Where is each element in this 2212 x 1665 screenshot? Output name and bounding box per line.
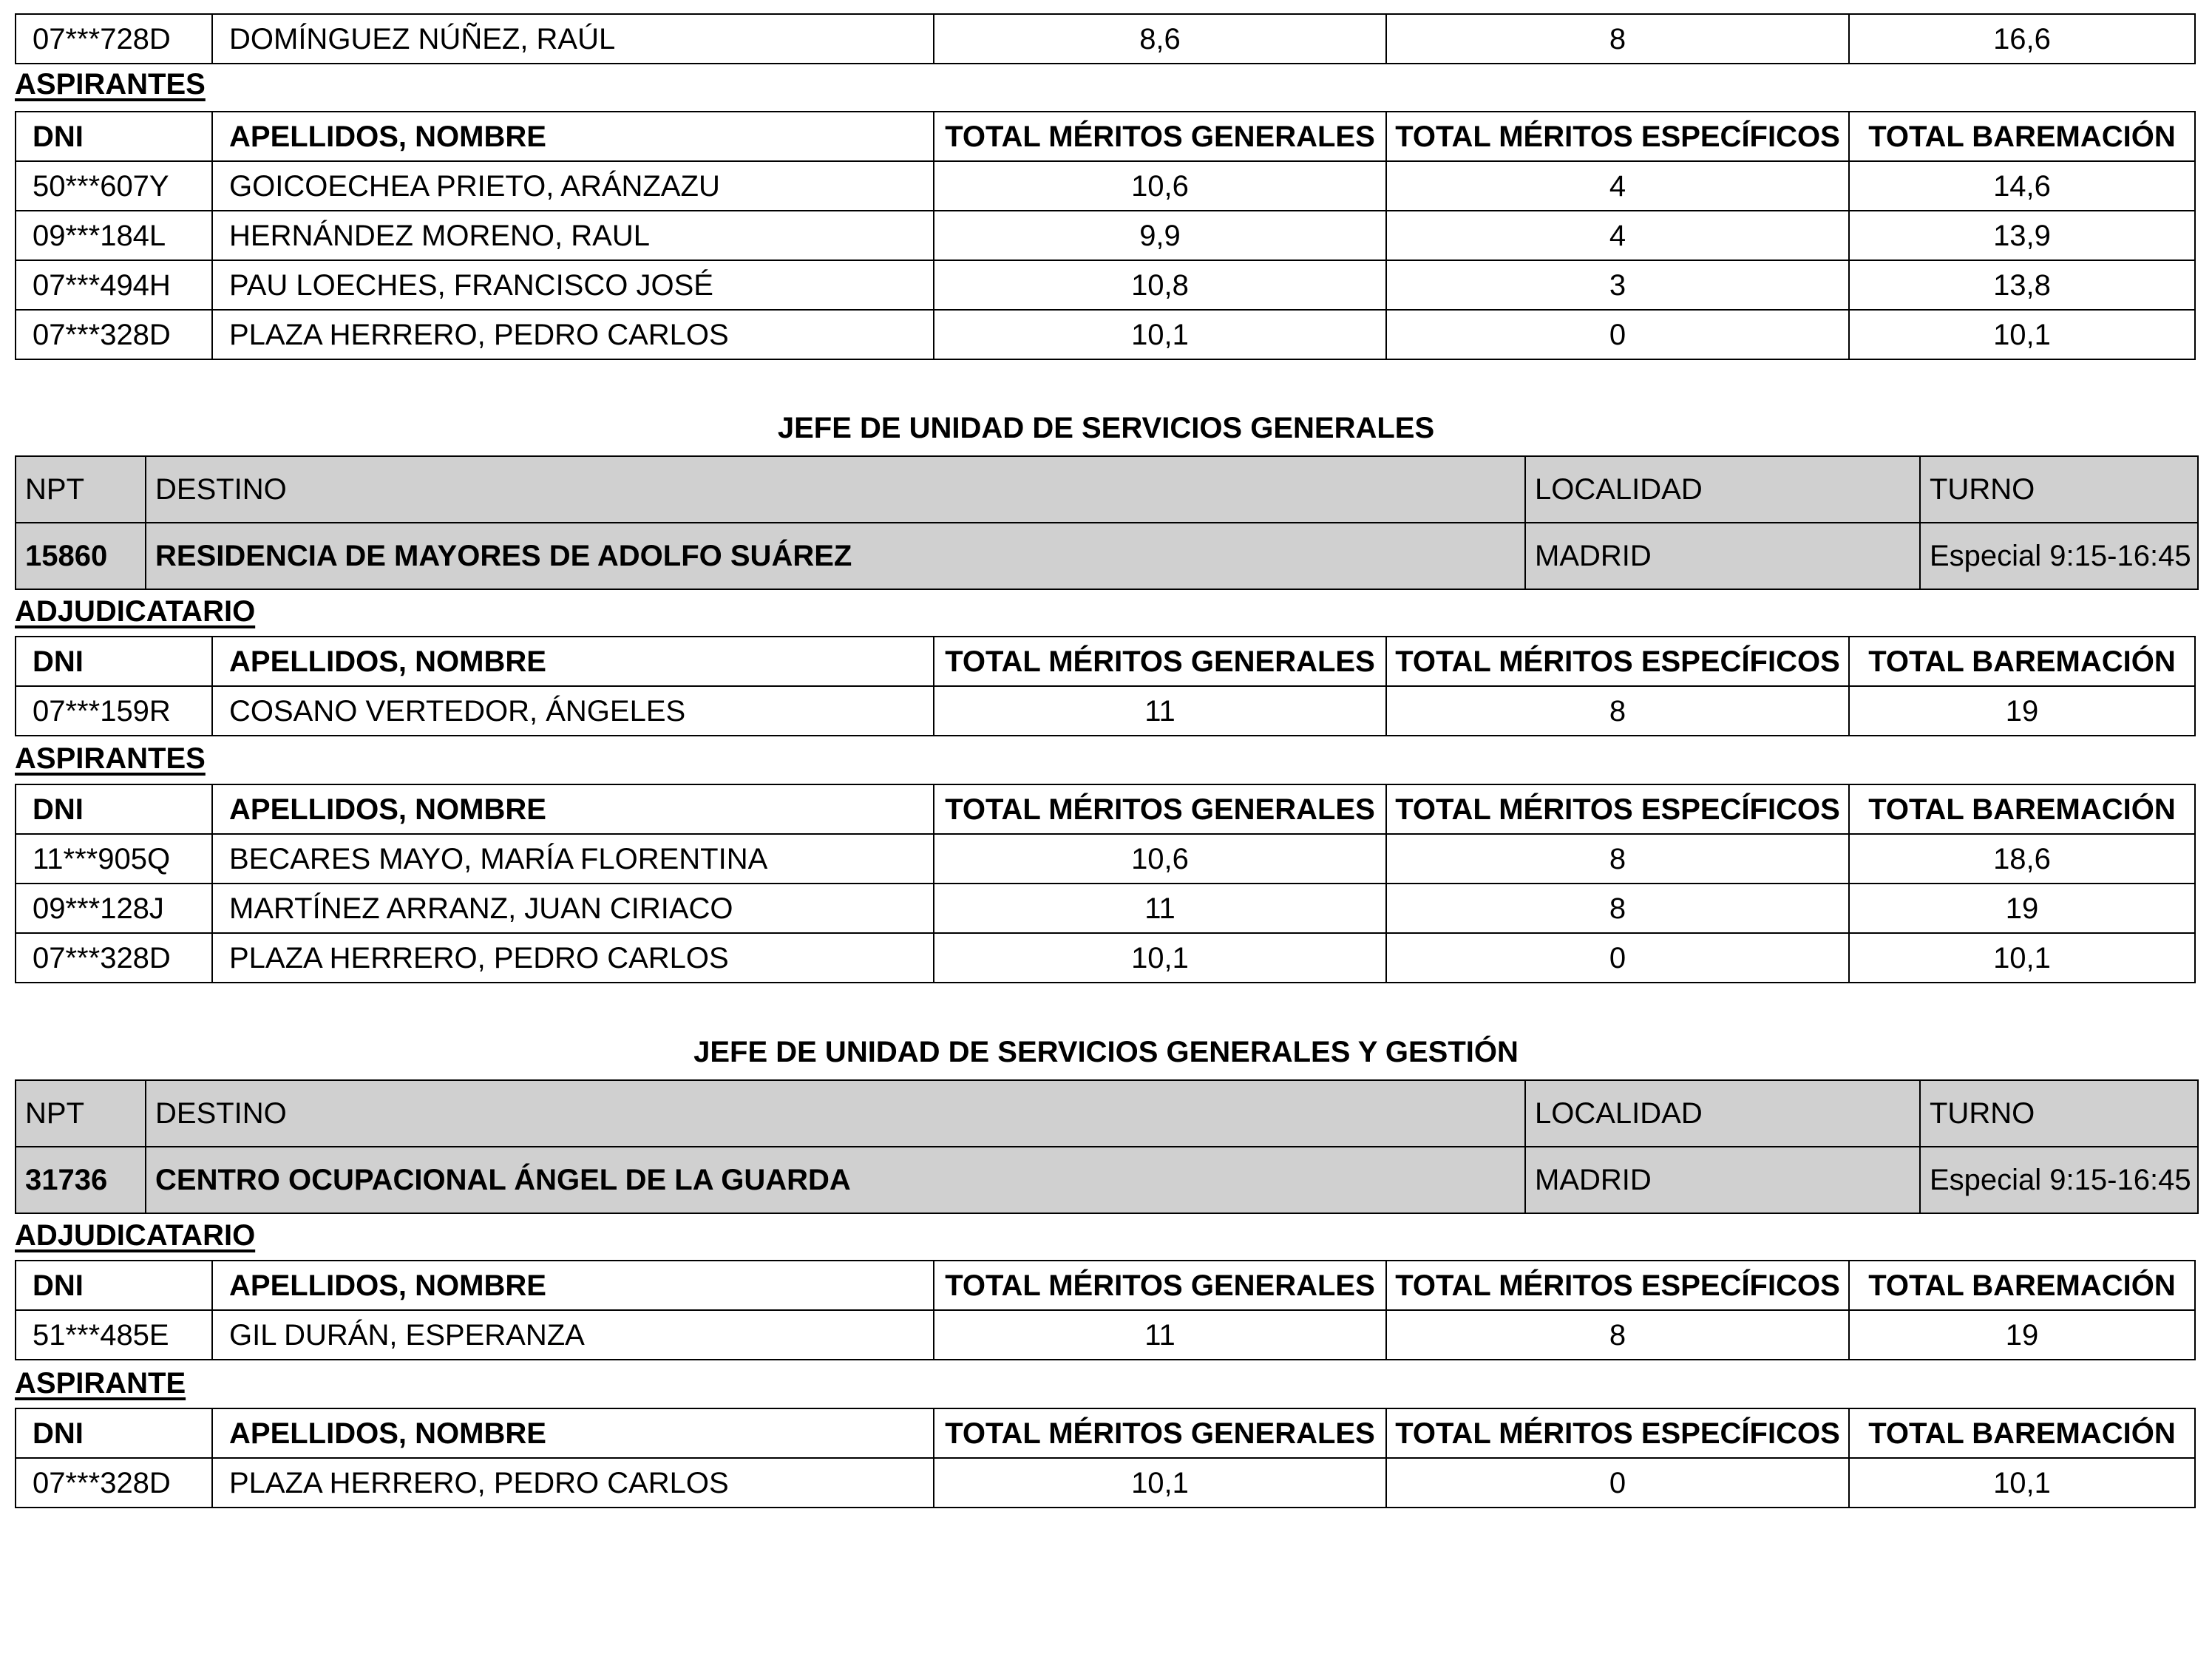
col-generales: TOTAL MÉRITOS GENERALES [934,784,1386,834]
aspirantes-table [15,784,2196,983]
col-name: APELLIDOS, NOMBRE [212,1261,934,1310]
generales-cell: 11 [934,686,1386,736]
col-baremacion: TOTAL BAREMACIÓN [1849,1408,2195,1458]
baremacion-cell: 13,9 [1849,211,2195,260]
especificos-cell: 4 [1386,211,1849,260]
name-cell: GIL DURÁN, ESPERANZA [212,1310,934,1360]
generales-cell: 10,1 [934,1458,1386,1508]
aspirante-label: ASPIRANTE [15,1367,186,1400]
dni-cell: 07***494H [16,260,212,310]
baremacion-cell: 10,1 [1849,933,2195,983]
col-dni: DNI [16,1408,212,1458]
dni-cell: 09***184L [16,211,212,260]
table-row [16,1458,2195,1508]
adjudicatario-table [15,636,2196,736]
generales-cell: 8,6 [934,14,1386,64]
generales-cell: 10,1 [934,310,1386,359]
baremacion-cell: 10,1 [1849,310,2195,359]
name-cell: BECARES MAYO, MARÍA FLORENTINA [212,834,934,884]
col-dni: DNI [16,784,212,834]
baremacion-cell: 19 [1849,1310,2195,1360]
table-row [16,933,2195,983]
col-baremacion: TOTAL BAREMACIÓN [1849,112,2195,161]
adjudicatario-label: ADJUDICATARIO [15,595,256,628]
name-cell: PLAZA HERRERO, PEDRO CARLOS [212,310,934,359]
name-cell: PLAZA HERRERO, PEDRO CARLOS [212,1458,934,1508]
col-turno: TURNO [1920,1080,2198,1147]
table-row [16,211,2195,260]
table-header-row [16,637,2195,686]
destino-row [16,523,2198,589]
baremacion-cell: 16,6 [1849,14,2195,64]
name-cell: PLAZA HERRERO, PEDRO CARLOS [212,933,934,983]
aspirantes-label: ASPIRANTES [15,742,206,775]
col-destino: DESTINO [146,456,1525,523]
generales-cell: 11 [934,884,1386,933]
col-turno: TURNO [1920,456,2198,523]
localidad-cell: MADRID [1525,523,1920,589]
table-row [16,260,2195,310]
especificos-cell: 4 [1386,161,1849,211]
col-generales: TOTAL MÉRITOS GENERALES [934,112,1386,161]
dni-cell: 07***159R [16,686,212,736]
col-especificos: TOTAL MÉRITOS ESPECÍFICOS [1386,784,1849,834]
turno-cell: Especial 9:15-16:45 [1920,523,2198,589]
baremacion-cell: 18,6 [1849,834,2195,884]
especificos-cell: 8 [1386,834,1849,884]
name-cell: HERNÁNDEZ MORENO, RAUL [212,211,934,260]
name-cell: GOICOECHEA PRIETO, ARÁNZAZU [212,161,934,211]
especificos-cell: 0 [1386,933,1849,983]
destino-table [15,455,2199,590]
adjudicatario-table [15,1260,2196,1360]
npt-cell: 31736 [16,1147,146,1213]
col-baremacion: TOTAL BAREMACIÓN [1849,637,2195,686]
name-cell: PAU LOECHES, FRANCISCO JOSÉ [212,260,934,310]
table-header-row [16,112,2195,161]
generales-cell: 9,9 [934,211,1386,260]
especificos-cell: 8 [1386,14,1849,64]
col-localidad: LOCALIDAD [1525,456,1920,523]
table-row [16,686,2195,736]
aspirantes-label: ASPIRANTES [15,68,206,101]
table-row [16,1310,2195,1360]
adjudicatario-label: ADJUDICATARIO [15,1219,256,1252]
especificos-cell: 8 [1386,686,1849,736]
especificos-cell: 8 [1386,1310,1849,1360]
dni-cell: 11***905Q [16,834,212,884]
name-cell: DOMÍNGUEZ NÚÑEZ, RAÚL [212,14,934,64]
destino-row [16,1147,2198,1213]
destino-cell: CENTRO OCUPACIONAL ÁNGEL DE LA GUARDA [146,1147,1525,1213]
aspirantes-table [15,111,2196,360]
col-especificos: TOTAL MÉRITOS ESPECÍFICOS [1386,637,1849,686]
dni-cell: 07***328D [16,1458,212,1508]
destino-cell: RESIDENCIA DE MAYORES DE ADOLFO SUÁREZ [146,523,1525,589]
turno-cell: Especial 9:15-16:45 [1920,1147,2198,1213]
name-cell: MARTÍNEZ ARRANZ, JUAN CIRIACO [212,884,934,933]
col-dni: DNI [16,112,212,161]
table-row [16,14,2195,64]
section-title: JEFE DE UNIDAD DE SERVICIOS GENERALES Y GESTIÓN [693,1036,1519,1068]
col-baremacion: TOTAL BAREMACIÓN [1849,1261,2195,1310]
col-especificos: TOTAL MÉRITOS ESPECÍFICOS [1386,1408,1849,1458]
col-dni: DNI [16,637,212,686]
col-destino: DESTINO [146,1080,1525,1147]
table-header-row [16,1408,2195,1458]
col-dni: DNI [16,1261,212,1310]
especificos-cell: 3 [1386,260,1849,310]
baremacion-cell: 14,6 [1849,161,2195,211]
table-header-row [16,784,2195,834]
col-generales: TOTAL MÉRITOS GENERALES [934,1261,1386,1310]
especificos-cell: 0 [1386,1458,1849,1508]
dni-cell: 07***328D [16,933,212,983]
destino-header-row [16,1080,2198,1147]
top-continuation-table [15,13,2196,64]
baremacion-cell: 19 [1849,884,2195,933]
baremacion-cell: 13,8 [1849,260,2195,310]
table-row [16,310,2195,359]
baremacion-cell: 19 [1849,686,2195,736]
dni-cell: 07***328D [16,310,212,359]
destino-table [15,1079,2199,1214]
generales-cell: 11 [934,1310,1386,1360]
col-npt: NPT [16,456,146,523]
especificos-cell: 8 [1386,884,1849,933]
table-row [16,161,2195,211]
col-name: APELLIDOS, NOMBRE [212,784,934,834]
col-especificos: TOTAL MÉRITOS ESPECÍFICOS [1386,112,1849,161]
table-row [16,834,2195,884]
generales-cell: 10,1 [934,933,1386,983]
npt-cell: 15860 [16,523,146,589]
col-name: APELLIDOS, NOMBRE [212,637,934,686]
table-header-row [16,1261,2195,1310]
dni-cell: 09***128J [16,884,212,933]
dni-cell: 51***485E [16,1310,212,1360]
table-row [16,884,2195,933]
generales-cell: 10,8 [934,260,1386,310]
dni-cell: 07***728D [16,14,212,64]
baremacion-cell: 10,1 [1849,1458,2195,1508]
col-especificos: TOTAL MÉRITOS ESPECÍFICOS [1386,1261,1849,1310]
name-cell: COSANO VERTEDOR, ÁNGELES [212,686,934,736]
col-npt: NPT [16,1080,146,1147]
generales-cell: 10,6 [934,161,1386,211]
especificos-cell: 0 [1386,310,1849,359]
generales-cell: 10,6 [934,834,1386,884]
destino-header-row [16,456,2198,523]
dni-cell: 50***607Y [16,161,212,211]
localidad-cell: MADRID [1525,1147,1920,1213]
col-generales: TOTAL MÉRITOS GENERALES [934,1408,1386,1458]
col-generales: TOTAL MÉRITOS GENERALES [934,637,1386,686]
col-localidad: LOCALIDAD [1525,1080,1920,1147]
section-title: JEFE DE UNIDAD DE SERVICIOS GENERALES [777,412,1435,444]
col-name: APELLIDOS, NOMBRE [212,112,934,161]
col-baremacion: TOTAL BAREMACIÓN [1849,784,2195,834]
aspirantes-table [15,1408,2196,1508]
col-name: APELLIDOS, NOMBRE [212,1408,934,1458]
